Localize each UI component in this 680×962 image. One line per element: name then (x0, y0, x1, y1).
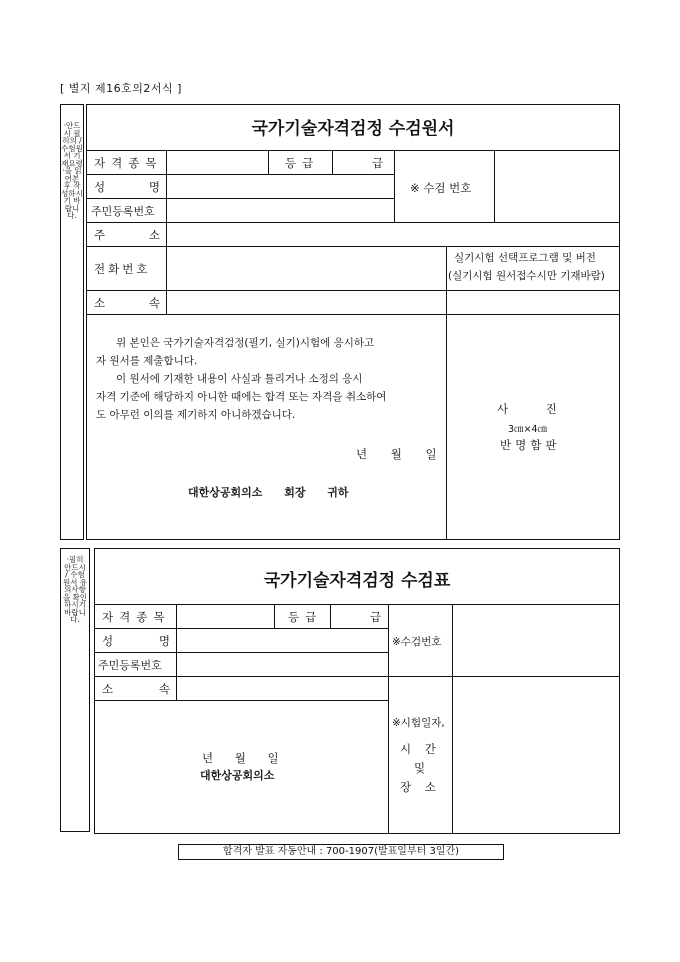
statement-line-2: 자 원서를 제출합니다. (96, 355, 198, 367)
application-recipient: 대한상공회의소 회장 귀하 (188, 486, 349, 499)
application-side-note: ·안드시 필히의 / 수험원서 기재요령·을 읽어본 후 작성하시기 바랍니다. (61, 121, 83, 220)
qualification-input[interactable] (167, 151, 267, 173)
exam-place-label: 장 소 (400, 780, 436, 794)
name-input[interactable] (167, 175, 393, 197)
photo-label: 사 진 (497, 402, 557, 416)
ticket-resident-number-label: 주민등록번호 (98, 659, 162, 672)
program-note: (실기시험 원서접수시만 기재바람) (448, 270, 605, 282)
exam-schedule-input[interactable] (453, 677, 619, 833)
resident-number-label: 주민등록번호 (91, 205, 155, 218)
phone-label: 전화번호 (94, 262, 151, 276)
grade-input[interactable] (333, 151, 369, 173)
photo-note: 반명함판 (500, 438, 561, 452)
ticket-date-line: 년 월 일 (202, 751, 279, 765)
footer-notice: 합격자 발표 자동안내 : 700-1907(발표일부터 3일간) (178, 844, 504, 860)
exam-number-input[interactable] (495, 151, 619, 221)
statement-line-3: 이 원서에 기재한 내용이 사실과 틀리거나 소정의 응시 (116, 373, 363, 385)
statement-line-5: 도 아무런 이의를 제기하지 아니하겠습니다. (96, 409, 296, 421)
statement-line-4: 자격 기준에 해당하지 아니한 때에는 합격 또는 자격을 취소하여 (96, 391, 387, 403)
ticket-affiliation-label: 소 속 (102, 682, 170, 696)
exam-time-label: 시 간 (400, 742, 436, 756)
program-input[interactable] (447, 291, 619, 313)
address-input[interactable] (167, 223, 619, 245)
phone-input[interactable] (167, 247, 445, 289)
ticket-title: 국가기술자격검정 수검표 (263, 571, 451, 591)
exam-and-label: 및 (414, 761, 426, 775)
program-label: 실기시험 선택프로그램 및 버전 (454, 252, 596, 264)
ticket-name-label: 성 명 (102, 634, 170, 648)
photo-size: 3㎝×4㎝ (508, 424, 548, 435)
exam-date-label: ※시험일자, (392, 717, 445, 729)
ticket-name-input[interactable] (177, 629, 387, 651)
name-label: 성 명 (94, 180, 160, 194)
ticket-qualification-input[interactable] (177, 605, 273, 627)
photo-area[interactable] (447, 315, 619, 539)
ticket-issuer: 대한상공회의소 (200, 769, 275, 782)
affiliation-input[interactable] (167, 291, 445, 313)
statement-line-1: 위 본인은 국가기술자격검정(필기, 실기)시험에 응시하고 (116, 337, 375, 349)
grade-label: 등급 (285, 156, 320, 170)
exam-number-label: ※ 수검 번호 (410, 181, 472, 195)
ticket-grade-suffix: 급 (370, 610, 382, 624)
resident-number-input[interactable] (167, 199, 393, 221)
application-date-line: 년 월 일 (356, 447, 437, 461)
ticket-resident-number-input[interactable] (177, 653, 387, 675)
ticket-grade-input[interactable] (331, 605, 367, 627)
ticket-affiliation-input[interactable] (177, 677, 387, 699)
ticket-qualification-label: 자격종목 (102, 610, 171, 624)
ticket-side-note: ·필히 안드시 / 수험원서 유의사항을 확인하시기 바랍니다. (62, 555, 88, 624)
application-title: 국가기술자격검정 수검원서 (251, 119, 455, 139)
form-number-label: [ 별지 제16호의2서식 ] (60, 82, 182, 95)
qualification-label: 자격종목 (94, 156, 163, 170)
ticket-exam-number-label: ※수검번호 (392, 636, 442, 648)
ticket-grade-label: 등급 (288, 610, 323, 624)
grade-suffix: 급 (372, 156, 384, 170)
affiliation-label: 소 속 (94, 296, 160, 310)
ticket-exam-number-input[interactable] (453, 605, 619, 675)
address-label: 주 소 (94, 228, 160, 242)
